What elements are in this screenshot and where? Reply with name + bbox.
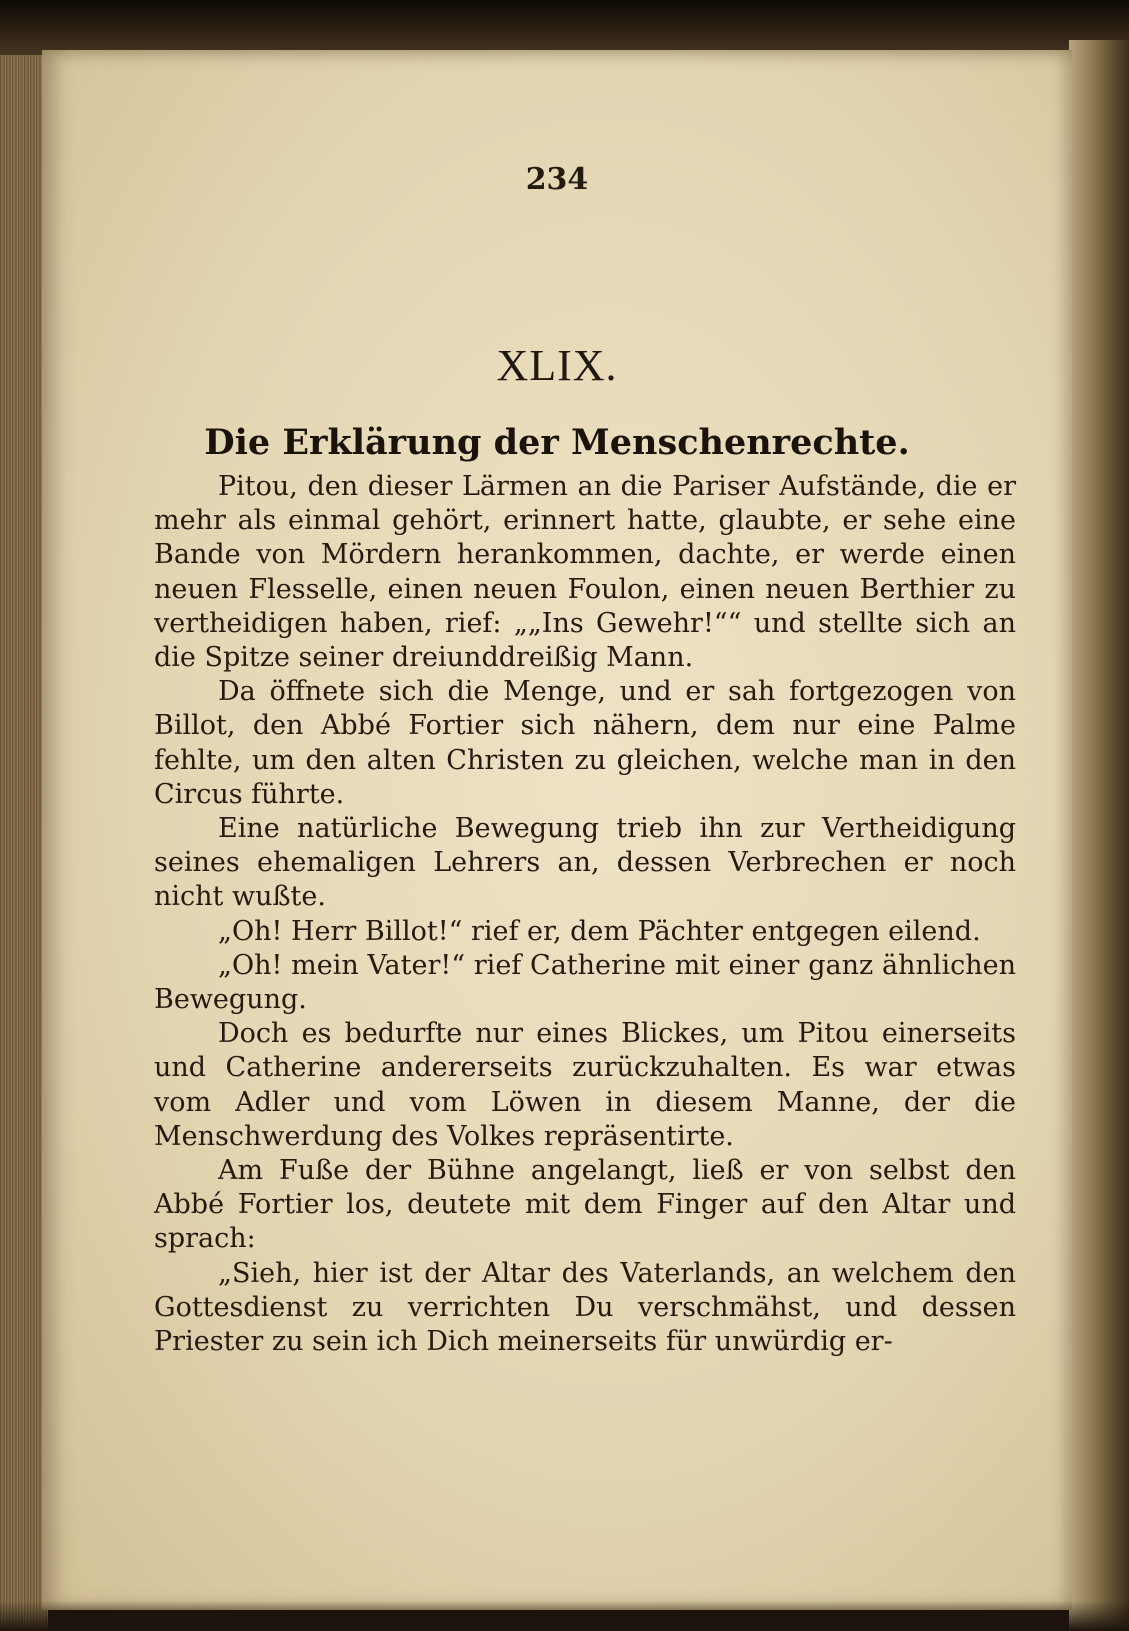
paragraph: Da öffnete sich die Menge, und er sah fortgezogen von Billot, den Abbé Fortier sich nähern, dem nur eine Palme fehlte, um den alten Christen zu gleichen, welche man in den Circus führte.: [154, 676, 1016, 810]
book-right-edge: [1069, 40, 1129, 1631]
body-text: [154, 470, 1016, 1359]
chapter-number: XLIX.: [496, 341, 618, 390]
page-number: 234: [525, 162, 589, 197]
paragraph: Doch es bedurfte nur eines Blickes, um Pitou einerseits und Catherine andererseits zurückzuhalten. Es war etwas vom Adler und vom Löwen in diesem Manne, der die Menschwerdung des Volkes repräsentirte.: [154, 1018, 1016, 1152]
paragraph: „Oh! Herr Billot!“ rief er, dem Pächter entgegen eilend.: [218, 915, 981, 947]
paragraph: „Sieh, hier ist der Altar des Vaterlands, an welchem den Gottesdienst zu verrichten Du verschmähst, und dessen Priester zu sein ich Dich meinerseits für unwürdig er-: [154, 1257, 1016, 1358]
paragraph: Pitou, den dieser Lärmen an die Pariser Aufstände, die er mehr als einmal gehört, erinnert hatte, glaubte, er sehe eine Bande von Mördern herankommen, dachte, er werde einen neuen Flesselle, einen neuen Foulon, einen neuen Berthier zu vertheidigen haben, rief: „„Ins Gewehr!““ und stellte sich an die Spitze seiner dreiunddreißig Mann.: [154, 471, 1016, 674]
paragraph: „Oh! mein Vater!“ rief Catherine mit einer ganz ähnlichen Bewegung.: [154, 949, 1016, 1016]
book-page-edges: [0, 55, 48, 1631]
page-bottom-shadow: [0, 1601, 1129, 1631]
chapter-title: Die Erklärung der Menschenrechte.: [204, 422, 910, 463]
paragraph: Eine natürliche Bewegung trieb ihn zur Vertheidigung seines ehemaligen Lehrers an, dessen Verbrechen er noch nicht wußte.: [154, 813, 1016, 913]
paragraph: Am Fuße der Bühne angelangt, ließ er von selbst den Abbé Fortier los, deutete mit dem Finger auf den Altar und sprach:: [154, 1155, 1016, 1255]
